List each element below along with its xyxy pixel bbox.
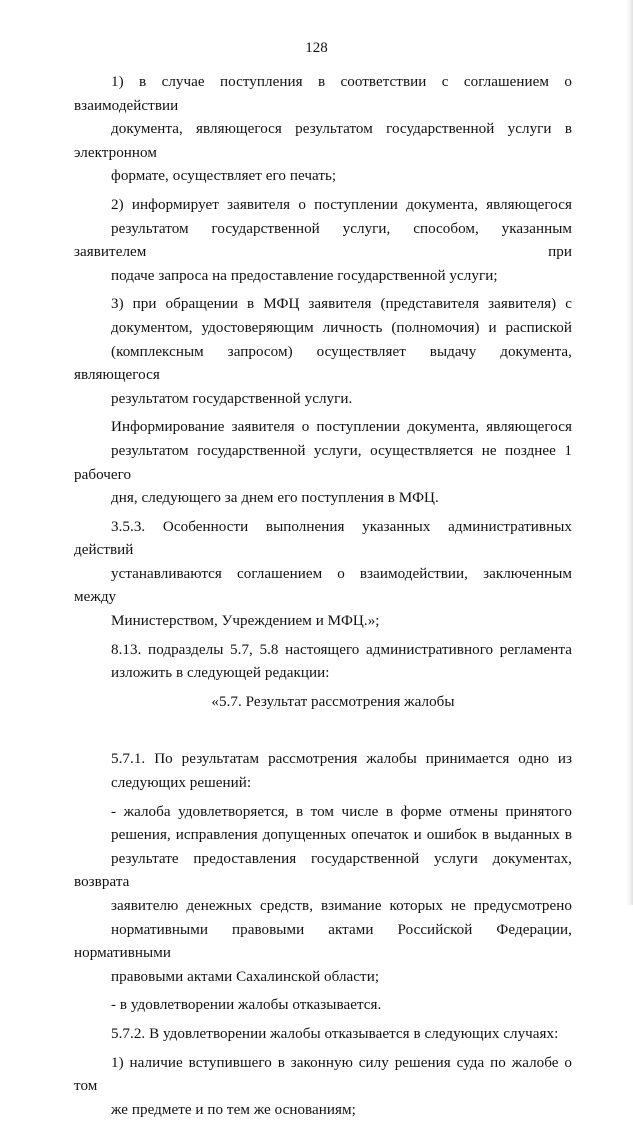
text-line: 2) информирует заявителя о поступлении документа, являющегося bbox=[111, 196, 572, 213]
text-line: устанавливаются соглашением о взаимодействии, заключенным между bbox=[74, 565, 572, 606]
paragraph-p11 bbox=[74, 1052, 572, 1123]
paragraph-p1 bbox=[74, 71, 572, 189]
text-line: документом, удостоверяющим личность (полномочия) и распиской bbox=[111, 319, 572, 336]
text-line: результате предоставления государственной услуги документах, возврата bbox=[74, 850, 572, 891]
paragraph-group-before bbox=[74, 71, 572, 686]
section-heading: «5.7. Результат рассмотрения жалобы bbox=[211, 693, 455, 710]
text-line: результатом государственной услуги. bbox=[111, 390, 353, 407]
text-line: правовыми актами Сахалинской области; bbox=[111, 968, 380, 985]
text-line: формате, осуществляет его печать; bbox=[111, 168, 337, 185]
text-line: изложить в следующей редакции: bbox=[111, 665, 330, 682]
text-line: 3) при обращении в МФЦ заявителя (представителя заявителя) с bbox=[111, 296, 572, 313]
document-body bbox=[74, 71, 572, 1127]
text-line: Министерством, Учреждением и МФЦ.»; bbox=[111, 613, 380, 630]
paragraph-p7 bbox=[74, 748, 572, 795]
paragraph-p2 bbox=[74, 194, 572, 288]
text-line: - в удовлетворении жалобы отказывается. bbox=[111, 997, 382, 1014]
text-line: 8.13. подразделы 5.7, 5.8 настоящего административного регламента bbox=[111, 641, 572, 658]
text-line: подаче запроса на предоставление государственной услуги; bbox=[111, 267, 498, 284]
scan-edge-shadow bbox=[626, 0, 633, 905]
text-line: нормативными правовыми актами Российской Федерации, нормативными bbox=[74, 921, 572, 962]
paragraph-p9 bbox=[74, 994, 572, 1018]
text-line: (комплексным запросом) осуществляет выдачу документа, являющегося bbox=[74, 343, 572, 384]
paragraph-group-after bbox=[74, 748, 572, 1122]
text-line: результатом государственной услуги, способом, указанным заявителем при bbox=[74, 220, 572, 261]
text-line: 1) в случае поступления в соответствии с соглашением о взаимодействии bbox=[74, 74, 572, 114]
text-line: 5.7.2. В удовлетворении жалобы отказывается в следующих случаях: bbox=[111, 1025, 559, 1042]
text-line: Информирование заявителя о поступлении документа, являющегося bbox=[111, 419, 572, 436]
paragraph-p10 bbox=[74, 1023, 572, 1047]
text-line: заявителю денежных средств, взимание которых не предусмотрено bbox=[111, 898, 572, 914]
text-line: 1) наличие вступившего в законную силу решения суда по жалобе о том bbox=[74, 1054, 572, 1095]
text-line: результатом государственной услуги, осуществляется не позднее 1 рабочего bbox=[74, 442, 572, 483]
text-line: 3.5.3. Особенности выполнения указанных административных действий bbox=[74, 518, 572, 559]
text-line: следующих решений: bbox=[111, 775, 252, 792]
text-line: документа, являющегося результатом государственной услуги в электронном bbox=[74, 121, 572, 161]
paragraph-p5 bbox=[74, 516, 572, 634]
paragraph-p6 bbox=[74, 639, 572, 686]
page-number: 128 bbox=[305, 40, 328, 56]
text-line: решения, исправления допущенных опечаток и ошибок в выданных в bbox=[111, 827, 572, 844]
text-line: 5.7.1. По результатам рассмотрения жалобы принимается одно из bbox=[111, 751, 572, 768]
blank-line bbox=[74, 719, 572, 748]
paragraph-p3 bbox=[74, 293, 572, 411]
paragraph-p4 bbox=[74, 416, 572, 510]
text-line: же предмете и по тем же основаниям; bbox=[111, 1101, 356, 1118]
paragraph-p8 bbox=[74, 801, 572, 990]
text-line: дня, следующего за днем его поступления в МФЦ. bbox=[111, 490, 439, 507]
text-line: - жалоба удовлетворяется, в том числе в форме отмены принятого bbox=[111, 803, 572, 820]
